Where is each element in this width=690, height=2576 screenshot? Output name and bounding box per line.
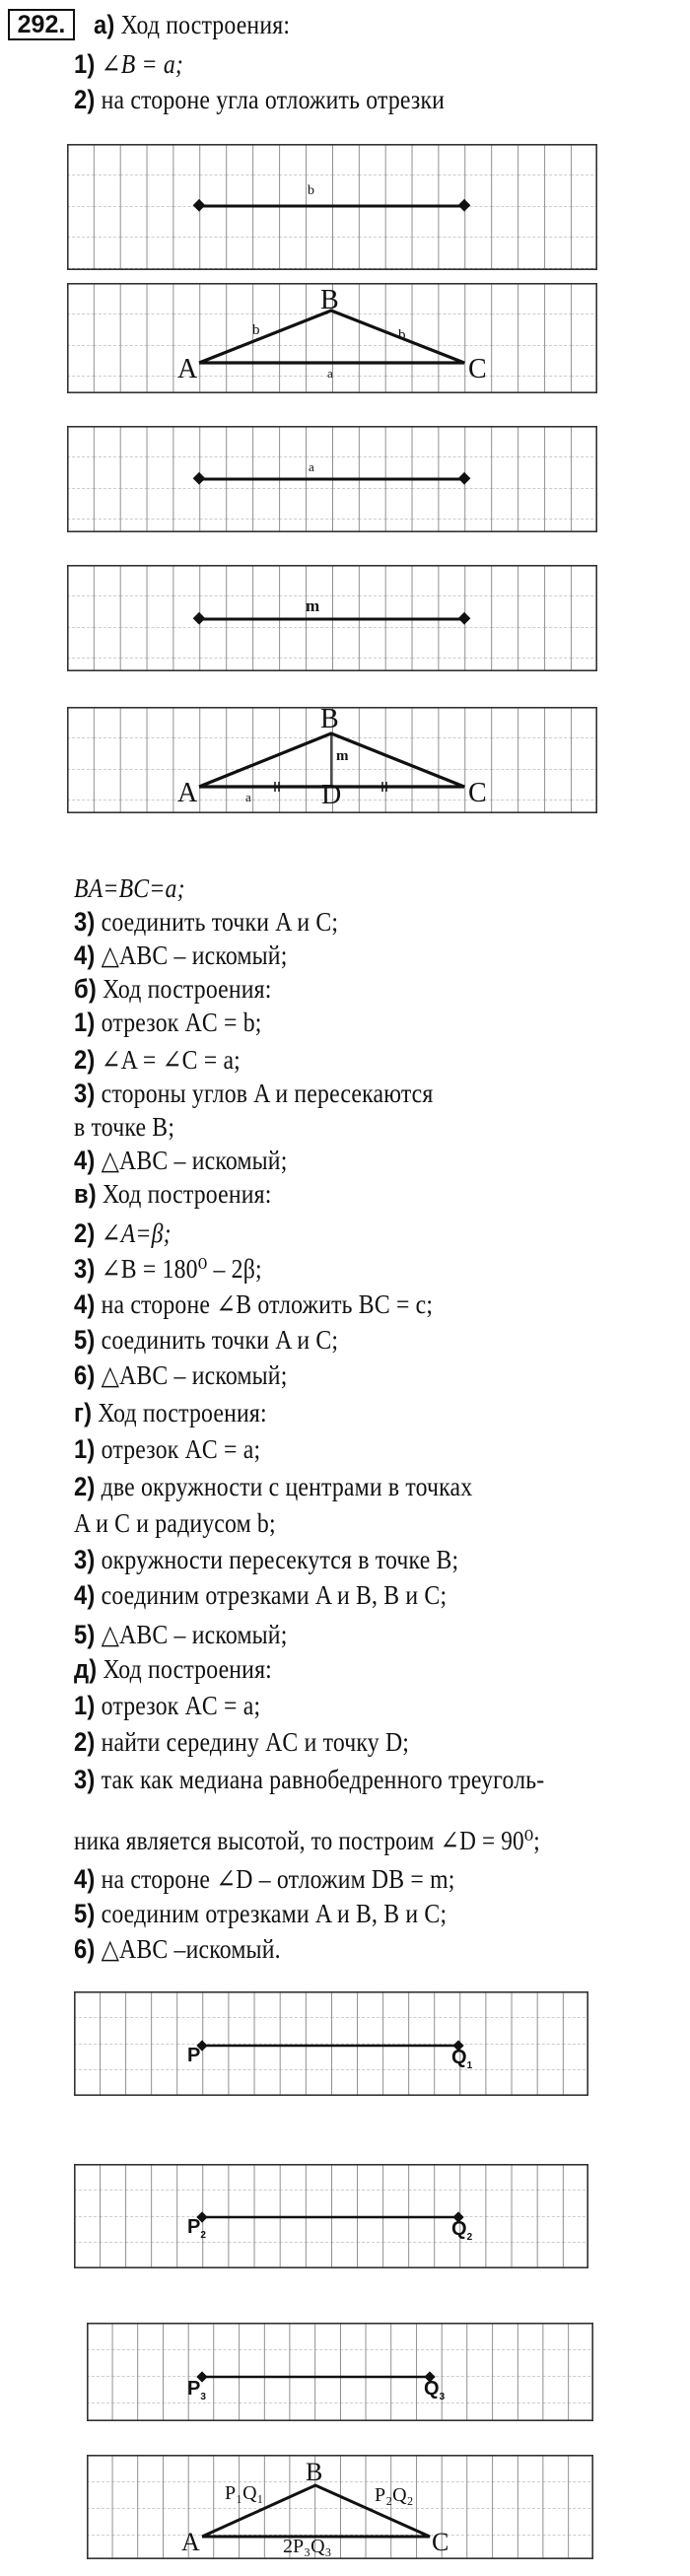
base-label: a [327,366,333,381]
step-text: △ABC –искомый. [101,1934,281,1964]
heading-text: Ход построения: [103,1654,272,1684]
step-number: 3) [74,1765,96,1794]
vertex-c-label: C [432,2528,449,2556]
point-p-label [187,2045,200,2069]
step-text: отрезок AC = b; [101,1008,262,1037]
step-line [74,940,287,970]
vertex-b-label: B [320,285,339,315]
step-line [74,1899,447,1928]
step-line [74,1508,276,1538]
step-text: △ABC – искомый; [101,1146,288,1175]
figure-segment-p3q3 [87,2323,593,2421]
step-text: ∠B = 180⁰ – 2β; [101,1254,262,1284]
step-line [74,1765,544,1794]
step-line [74,1934,281,1964]
step-line [74,1254,262,1284]
heading-text: Ход построения: [103,974,272,1004]
step-number: 1) [74,1691,96,1720]
side-label: P₁Q₁ [225,2482,264,2504]
base-label: 2P₃Q₃ [283,2536,332,2557]
step-text: BA=BC=a; [74,873,185,903]
step-text: так как медиана равнобедренного треуголь- [101,1765,545,1794]
vertex-a-label: A [181,2528,200,2556]
part-a-heading [94,10,290,39]
figure-segment-p2q2 [74,2164,588,2268]
label-text: Q [451,2218,467,2240]
vertex-d-label: D [321,780,342,810]
step-number: 1) [74,49,96,79]
step-number: 6) [74,1934,96,1964]
step-text: △ABC – искомый; [101,1620,288,1649]
label-text: P [187,2378,201,2400]
step-line [74,1360,287,1390]
point-q-label [451,2047,472,2071]
step-number: 5) [74,1899,96,1928]
step-number: 2) [74,1727,96,1757]
step-line [74,1045,241,1075]
step-number: 2) [74,1218,96,1248]
step-line [74,1545,458,1574]
step-line [74,1289,433,1319]
figure-segment-a [67,426,597,532]
figure-segment-m [67,565,597,671]
heading-text: Ход построения: [120,10,291,39]
step-line [74,1580,447,1610]
vertex-c-label: C [468,778,487,808]
figure-triangle-median [67,704,597,813]
side-label: b [252,322,260,338]
step-number: 3) [74,907,96,937]
side-label: b [398,327,406,343]
segment-label: m [306,596,320,615]
step-text: окружности пересекутся в точке B; [101,1545,459,1574]
step-line [74,1008,262,1037]
part-v-heading [74,1179,271,1209]
part-label: б) [74,974,97,1004]
step-number: 5) [74,1620,96,1649]
figure-final-triangle [87,2455,593,2559]
step-number: 5) [74,1325,96,1355]
subscript: 3 [439,2392,446,2402]
step-text: отрезок AC = a; [101,1434,261,1464]
step-number: 2) [74,1045,96,1075]
subscript: 1 [466,2060,473,2071]
step-text: на стороне ∠D – отложим DB = m; [101,1864,455,1894]
point-q2-label [451,2218,472,2243]
step-number: 3) [74,1254,96,1284]
step-line [74,1472,472,1501]
heading-text: Ход построения: [102,1179,272,1209]
subscript: 2 [200,2230,206,2241]
grid-paper [67,144,597,270]
step-number: 1) [74,1434,96,1464]
figure-triangle-abc [67,283,597,393]
segment-label: a [309,459,314,474]
label-text: Q [424,2378,440,2400]
part-label: г) [74,1398,93,1427]
step-text: в точке B; [74,1112,175,1142]
vertex-b-label: B [306,2458,323,2486]
step-line [74,1620,287,1649]
figure-segment-pq1 [74,1991,588,2096]
step-number: 3) [74,1545,96,1574]
step-text: △ABC – искомый; [101,940,288,970]
step-text: соединить точки A и C; [101,907,339,937]
step-line [74,907,338,937]
subscript: 3 [200,2392,206,2402]
step-text: соединим отрезками A и B, B и C; [101,1899,448,1928]
step-number: 3) [74,1079,96,1108]
step-text: A и C и радиусом b; [74,1508,276,1538]
vertex-a-label: A [177,778,198,808]
step-line [74,1146,287,1175]
step-text: соединить точки A и C; [101,1325,339,1355]
step-number: 4) [74,1289,96,1319]
step-number: 6) [74,1360,96,1390]
step-text: ∠A=β; [101,1218,172,1248]
median-label: m [336,748,349,764]
step-text: найти середину AC и точку D; [101,1727,410,1757]
step-line [74,1691,260,1720]
step-line [74,1727,409,1757]
step-line [74,49,183,79]
vertex-c-label: C [468,354,487,384]
side-label: P₂Q₂ [375,2484,414,2506]
step-line [74,1325,338,1355]
step-line [74,1826,540,1855]
step-line [74,1864,455,1894]
step-text: на стороне угла отложить отрезки [101,85,446,114]
vertex-b-label: B [320,704,339,734]
heading-text: Ход построения: [98,1398,267,1427]
part-a-label: а) [94,10,115,39]
problem-number: 292. [8,9,75,40]
step-number: 2) [74,85,96,114]
step-number: 4) [74,1864,96,1894]
step-line [74,1218,172,1248]
step-number: 2) [74,1472,96,1501]
step-line [74,1434,260,1464]
base-label: a [245,790,251,804]
step-text: соединим отрезками A и B, B и C; [101,1580,448,1610]
step-text: две окружности с центрами в точках [101,1472,473,1501]
step-text: ∠A = ∠C = a; [101,1045,241,1075]
part-d-heading [74,1654,272,1684]
step-line [74,85,445,114]
step-text: стороны углов A и пересекаются [101,1079,434,1108]
part-label: в) [74,1179,97,1209]
part-b-heading [74,974,272,1004]
step-line [74,1112,174,1142]
label-text: P [187,2045,201,2066]
point-p2-label [187,2216,206,2241]
part-label: д) [74,1654,98,1684]
step-text: ∠B = a; [101,49,183,79]
step-text: на стороне ∠B отложить BC = c; [101,1289,434,1319]
step-number: 4) [74,1146,96,1175]
label-text: Q [451,2047,467,2068]
step-number: 4) [74,1580,96,1610]
vertex-a-label: A [177,354,198,384]
step-text: △ABC – искомый; [101,1360,288,1390]
figure-segment-b [67,144,597,270]
label-text: P [187,2216,201,2238]
point-q3-label [424,2378,445,2402]
point-p3-label [187,2378,206,2402]
step-text: отрезок AC = a; [101,1691,261,1720]
subscript: 2 [466,2232,473,2243]
step-line [74,1079,433,1108]
step-number: 4) [74,940,96,970]
continuation-line [74,873,185,903]
step-text: ника является высотой, то построим ∠D = 90⁰; [74,1826,540,1855]
part-g-heading [74,1398,267,1427]
segment-label: b [308,183,314,198]
step-number: 1) [74,1008,96,1037]
